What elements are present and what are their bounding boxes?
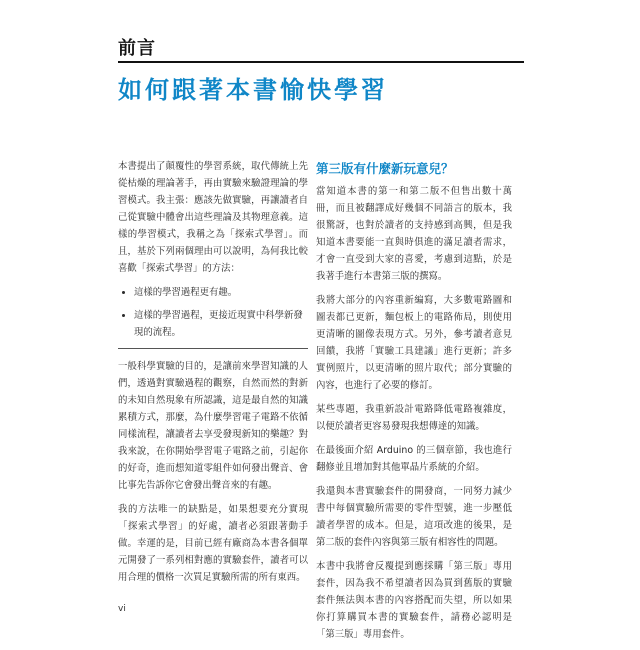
right-column <box>316 160 512 650</box>
left-column <box>118 158 308 593</box>
divider <box>118 348 308 349</box>
paragraph: 一般科學實驗的目的，是讓前來學習知識的人們，透過對實驗過程的觀察，自然而然的對新的未知自然現象有所認識，這是最自然的知識累積方式，那麼，為什麼學習電子電路不依循同樣流程，讓讀者去享受發現新知的樂趣？對我來說，在你開始學習電子電路之前，引起你的好奇，進而想知道零組件如何發出聲音、會比事先告訴你它會發出聲音來的有趣。 <box>118 361 308 491</box>
sidebar-heading: 第三版有什麼新玩意兒？ <box>316 161 454 176</box>
bullet-item: • 這樣的學習過程，更接近現實中科學新發現的流程。 <box>134 307 308 341</box>
paragraph: 本書中我將會反覆提到應採購「第三版」專用套件，因為我不希望讀者因為買到舊版的實驗套件無法與本書的內容搭配而失望，所以如果你打算購買本書的實驗套件，請務必認明是「第三版」專用套件。 <box>316 561 512 640</box>
paragraph: 我的方法唯一的缺點是，如果想要充分實現「探索式學習」的好處，讀者必須跟著動手做。幸運的是，目前已經有廠商為本書各個單元開發了一系列相對應的實驗套件，讀者可以用合理的價格一次買足實驗所需的所有東西。 <box>118 504 308 583</box>
paragraph: 在最後面介紹 Arduino 的三個章節，我也進行翻修並且增加對其他單晶片系統的介紹。 <box>316 445 512 473</box>
paragraph: 我還與本書實驗套件的開發商，一同努力減少書中每個實驗所需要的零件型號，進一步壓低讀者學習的成本。但是，這項改進的後果，是第二版的套件內容與第三版有相容性的問題。 <box>316 486 512 548</box>
paragraph: 當知道本書的第一和第二版不但售出數十萬冊，而且被翻譯成好幾個不同語言的版本，我很驚訝，也對於讀者的支持感到高興，但是我知道本書要能一直與時俱進的滿足讀者需求，才會一直受到大家的喜愛，考慮到這點，於是我著手進行本書第三版的撰寫。 <box>316 186 512 282</box>
header-rule <box>118 61 524 63</box>
paragraph: 本書提出了顛覆性的學習系統，取代傳統上先從枯燥的理論著手，再由實驗來驗證理論的學習模式。我主張：應該先做實驗，再讓讀者自己從實驗中體會出這些理論及其物理意義。這樣的學習模式，我稱之為「探索式學習」。而且，基於下列兩個理由可以說明，為何我比較喜歡「探索式學習」的方法： <box>118 161 308 274</box>
page-title: 如何跟著本書愉快學習 <box>118 76 388 104</box>
bullet-list <box>118 284 308 341</box>
paragraph: 某些專題，我重新設計電路降低電路複雜度，以便於讀者更容易發現我想傳達的知識。 <box>316 404 512 432</box>
page-number: vi <box>118 604 126 614</box>
section-label: 前言 <box>118 38 156 59</box>
paragraph: 我將大部分的內容重新編寫，大多數電路圖和圖表都已更新，麵包板上的電路佈局，則使用更清晰的圖像表現方式。另外，參考讀者意見回饋，我將「實驗工具建議」進行更新；許多實例照片，以更清晰的照片取代；部分實驗的內容，也進行了必要的修訂。 <box>316 295 512 391</box>
bullet-item: • 這樣的學習過程更有趣。 <box>134 284 308 301</box>
